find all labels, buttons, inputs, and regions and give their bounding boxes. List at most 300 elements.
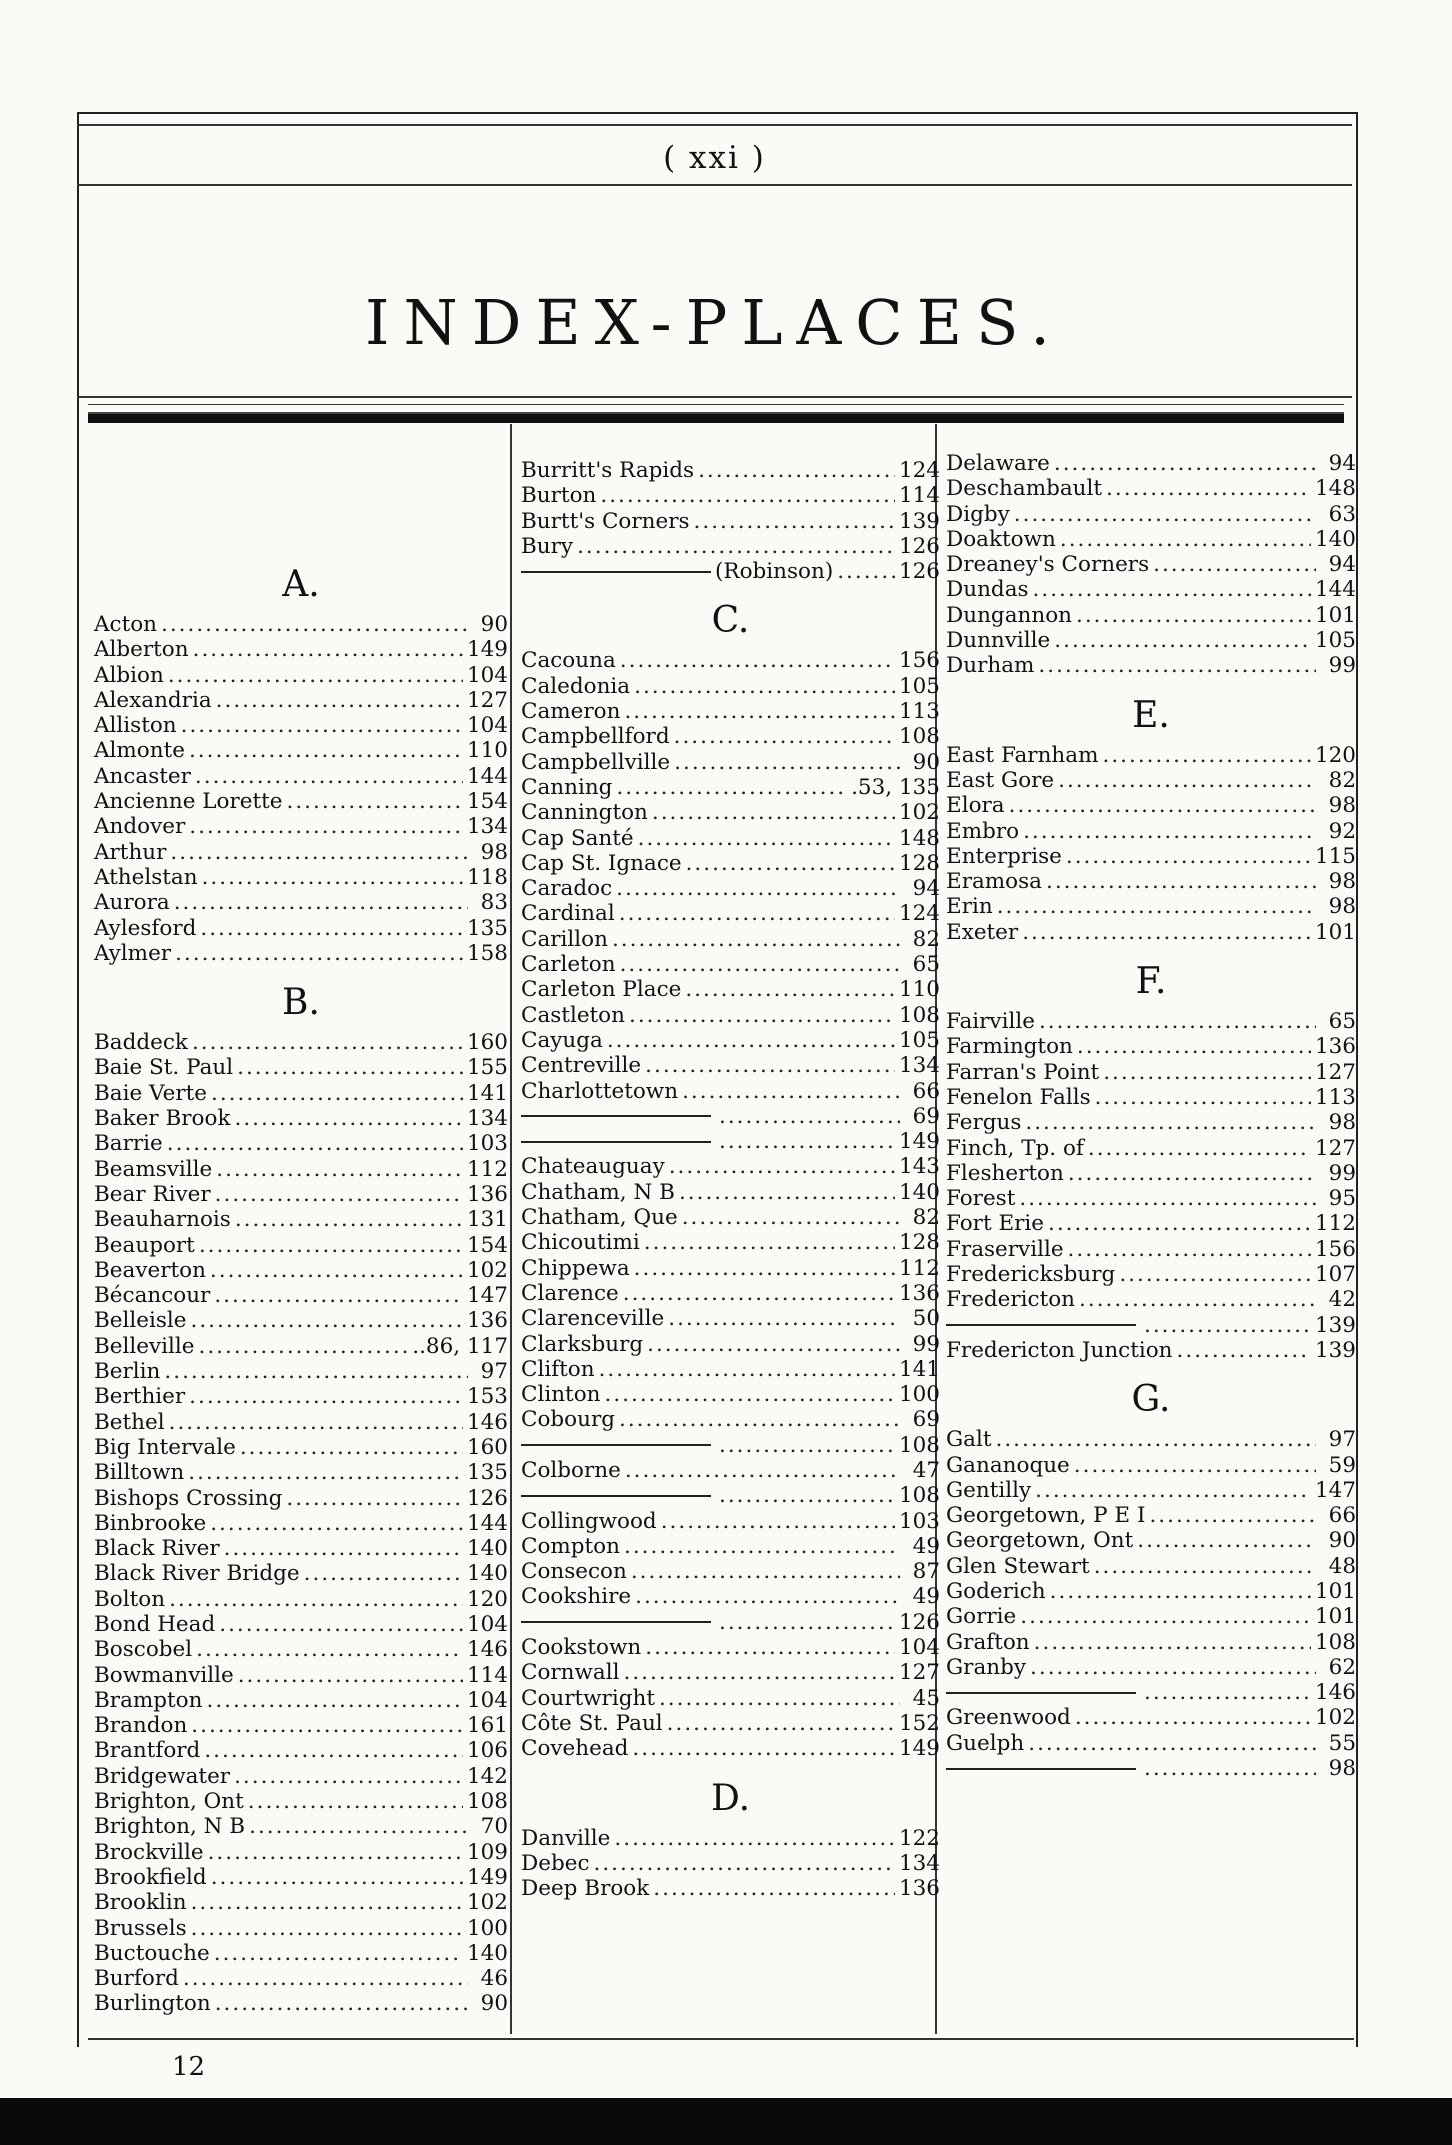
page-number: 99 xyxy=(1328,1160,1356,1186)
page-number: 104 xyxy=(898,1635,940,1661)
page-number: 102 xyxy=(898,800,940,826)
leader-dots xyxy=(192,1030,463,1055)
place-name: Digby xyxy=(946,501,1010,527)
page-number: 98 xyxy=(1328,869,1356,895)
leader-dots xyxy=(719,1483,895,1508)
index-entry xyxy=(521,1281,940,1306)
index-entry xyxy=(94,840,508,865)
index-entry xyxy=(521,775,940,800)
page-number: 45 xyxy=(912,1685,940,1711)
leader-dots xyxy=(1046,869,1316,894)
index-entry xyxy=(94,1081,508,1106)
index-entry xyxy=(521,1826,940,1851)
page-number: 108 xyxy=(1314,1629,1356,1655)
place-name: Granby xyxy=(946,1654,1027,1680)
place-name: Greenwood xyxy=(946,1705,1071,1731)
place-name: Côte St. Paul xyxy=(521,1710,663,1736)
page-number: 104 xyxy=(466,1611,508,1637)
place-name: Dungannon xyxy=(946,602,1072,628)
leader-dots xyxy=(1074,1453,1316,1478)
place-name: Compton xyxy=(521,1533,620,1559)
index-entry xyxy=(946,603,1356,628)
page-number: 131 xyxy=(466,1207,508,1233)
leader-dots xyxy=(167,1131,463,1156)
leader-dots xyxy=(237,1055,463,1080)
place-name: Chatham, N B xyxy=(521,1179,675,1205)
leader-dots xyxy=(719,1129,895,1154)
index-entry xyxy=(946,819,1356,844)
page-number: 149 xyxy=(898,1736,940,1762)
place-name: Boscobel xyxy=(94,1637,193,1663)
index-entry xyxy=(521,977,940,1002)
page-number: 124 xyxy=(898,458,940,483)
index-entry xyxy=(94,1814,508,1839)
page-number: 154 xyxy=(466,1232,508,1258)
index-entry xyxy=(946,1338,1356,1363)
page-number: 144 xyxy=(466,763,508,789)
index-entry xyxy=(946,1211,1356,1236)
place-name: Acton xyxy=(94,612,157,637)
page-number: 65 xyxy=(912,952,940,978)
leader-dots xyxy=(200,916,463,941)
leader-dots xyxy=(607,1028,895,1053)
index-entry xyxy=(946,844,1356,869)
place-name: Bridgewater xyxy=(94,1763,231,1789)
page-number: 104 xyxy=(466,1687,508,1713)
index-entry xyxy=(94,1283,508,1308)
place-name: Dunnville xyxy=(946,628,1051,654)
page-number: 82 xyxy=(912,926,940,952)
index-entry xyxy=(94,1688,508,1713)
place-name: Delaware xyxy=(946,451,1050,476)
leader-dots xyxy=(238,1663,463,1688)
leader-dots xyxy=(1119,1262,1311,1287)
place-name: Deep Brook xyxy=(521,1876,650,1902)
index-entry xyxy=(521,648,940,673)
place-name: Gananoque xyxy=(946,1452,1070,1478)
page-number: 69 xyxy=(912,1407,940,1433)
header-heavy-rule xyxy=(88,412,1344,423)
index-entry xyxy=(521,1509,940,1534)
page-number: 149 xyxy=(466,637,508,663)
leader-dots xyxy=(168,663,463,688)
page-number: 158 xyxy=(466,940,508,966)
leader-dots xyxy=(616,775,847,800)
leader-dots xyxy=(1023,819,1316,844)
index-continuation-row xyxy=(946,1756,1356,1781)
leader-dots xyxy=(191,1916,463,1941)
place-name: Courtwright xyxy=(521,1685,655,1711)
place-name: (Robinson) xyxy=(715,559,834,585)
section-heading: C. xyxy=(711,600,750,642)
index-entry xyxy=(946,476,1356,501)
page-number: 140 xyxy=(898,1179,940,1205)
leader-dots xyxy=(619,1407,900,1432)
page-number: 92 xyxy=(1328,818,1356,844)
index-entry xyxy=(946,1503,1356,1528)
leader-dots xyxy=(1058,768,1316,793)
index-entry xyxy=(94,941,508,966)
index-entry xyxy=(946,1554,1356,1579)
leader-dots xyxy=(174,890,468,915)
page-number: 112 xyxy=(898,1255,940,1281)
index-entry xyxy=(94,1334,508,1359)
page-number: 70 xyxy=(480,1814,508,1840)
index-entry xyxy=(946,1110,1356,1135)
leader-dots xyxy=(645,1635,895,1660)
page-number: 140 xyxy=(1314,526,1356,552)
leader-dots xyxy=(659,1686,900,1711)
leader-dots xyxy=(210,1511,463,1536)
leader-dots xyxy=(183,1966,468,1991)
ditto-rule xyxy=(521,1444,711,1446)
index-entry xyxy=(946,1731,1356,1756)
leader-dots xyxy=(215,1182,463,1207)
index-column-2 xyxy=(521,458,940,1901)
place-name: Bond Head xyxy=(94,1611,216,1637)
page-number: 49 xyxy=(912,1584,940,1610)
place-name: Binbrooke xyxy=(94,1510,207,1536)
place-name: Carleton xyxy=(521,952,616,978)
index-entry xyxy=(946,1034,1356,1059)
page-number: 62 xyxy=(1328,1654,1356,1680)
index-entry xyxy=(946,1604,1356,1629)
index-continuation-row xyxy=(521,559,940,584)
page-number: 136 xyxy=(1314,1034,1356,1060)
page-number: 49 xyxy=(912,1533,940,1559)
place-name: East Farnham xyxy=(946,742,1099,768)
leader-dots xyxy=(1014,502,1316,527)
index-entry xyxy=(521,1584,940,1609)
place-name: Andover xyxy=(94,814,186,840)
index-entry xyxy=(521,927,940,952)
page-number: 108 xyxy=(898,1002,940,1028)
place-name: Campbellville xyxy=(521,749,671,775)
page-number: 66 xyxy=(1328,1503,1356,1529)
leader-dots xyxy=(624,1534,900,1559)
page-number: 149 xyxy=(466,1864,508,1890)
place-name: Berlin xyxy=(94,1359,161,1385)
page-number: 98 xyxy=(1328,1756,1356,1782)
index-entry xyxy=(94,1561,508,1586)
leader-dots xyxy=(1079,1287,1316,1312)
place-name: Barrie xyxy=(94,1131,163,1157)
leader-dots xyxy=(667,1711,895,1736)
place-name: Beaverton xyxy=(94,1257,206,1283)
leader-dots xyxy=(619,901,895,926)
place-name: Flesherton xyxy=(946,1160,1064,1186)
index-entry xyxy=(946,1060,1356,1085)
page-number: 153 xyxy=(466,1384,508,1410)
place-name: Ancienne Lorette xyxy=(94,789,283,815)
index-entry xyxy=(521,1003,940,1028)
index-entry xyxy=(521,1256,940,1281)
index-entry xyxy=(946,552,1356,577)
place-name: Bowmanville xyxy=(94,1662,234,1688)
place-name: Embro xyxy=(946,818,1020,844)
place-name: Carillon xyxy=(521,926,608,952)
index-entry xyxy=(946,894,1356,919)
page-number: 140 xyxy=(466,1940,508,1966)
leader-dots xyxy=(625,1458,900,1483)
page-number: 103 xyxy=(898,1508,940,1534)
leader-dots xyxy=(211,1865,463,1890)
place-name: Caledonia xyxy=(521,673,631,699)
leader-dots xyxy=(1022,920,1311,945)
place-name: Cannington xyxy=(521,800,648,826)
index-entry xyxy=(946,869,1356,894)
page-number: 136 xyxy=(898,1876,940,1902)
index-entry xyxy=(94,663,508,688)
place-name: Brighton, Ont xyxy=(94,1789,244,1815)
leader-dots xyxy=(1094,1554,1316,1579)
place-name: Centreville xyxy=(521,1053,642,1079)
page-number: 152 xyxy=(898,1710,940,1736)
place-name: Fredericksburg xyxy=(946,1262,1116,1288)
leader-dots xyxy=(996,1427,1316,1452)
index-entry xyxy=(94,713,508,738)
leader-dots xyxy=(191,1890,463,1915)
place-name: Canning xyxy=(521,774,613,800)
folio-rule xyxy=(77,184,1352,186)
index-entry xyxy=(94,1587,508,1612)
leader-dots xyxy=(1144,1756,1316,1781)
index-entry xyxy=(94,1941,508,1966)
leader-dots xyxy=(1137,1528,1316,1553)
place-name: Ancaster xyxy=(94,763,191,789)
leader-dots xyxy=(1054,451,1316,476)
place-name: Eramosa xyxy=(946,869,1042,895)
page-number: 120 xyxy=(466,1586,508,1612)
leader-dots xyxy=(1020,1604,1311,1629)
leader-dots xyxy=(1075,1705,1311,1730)
index-entry xyxy=(521,1711,940,1736)
index-entry xyxy=(521,724,940,749)
place-name: Brockville xyxy=(94,1839,204,1865)
index-entry xyxy=(521,1534,940,1559)
page-number: 113 xyxy=(1314,1084,1356,1110)
place-name: Fenelon Falls xyxy=(946,1084,1091,1110)
place-name: Consecon xyxy=(521,1559,627,1585)
place-name: Enterprise xyxy=(946,843,1062,869)
leader-dots xyxy=(1102,743,1310,768)
place-name: Durham xyxy=(946,653,1035,679)
page-number: 134 xyxy=(898,1053,940,1079)
page-number: 102 xyxy=(466,1890,508,1916)
ditto-rule xyxy=(946,1324,1136,1326)
place-name: Aylmer xyxy=(94,940,172,966)
index-entry xyxy=(946,1161,1356,1186)
page-number: 94 xyxy=(1328,451,1356,476)
leader-dots xyxy=(195,764,463,789)
index-entry xyxy=(946,577,1356,602)
leader-dots xyxy=(1038,653,1316,678)
place-name: Beauharnois xyxy=(94,1207,231,1233)
place-name: Chateauguay xyxy=(521,1154,665,1180)
leader-dots xyxy=(1066,844,1311,869)
leader-dots xyxy=(1144,1680,1311,1705)
page-number: 141 xyxy=(466,1080,508,1106)
index-entry xyxy=(94,890,508,915)
leader-dots xyxy=(661,1509,895,1534)
index-entry xyxy=(521,1306,940,1331)
leader-dots xyxy=(668,1306,900,1331)
header-thin-rule xyxy=(88,404,1344,405)
leader-dots xyxy=(304,1561,463,1586)
place-name: Fairville xyxy=(946,1009,1035,1035)
place-name: Brooklin xyxy=(94,1890,187,1916)
place-name: Burton xyxy=(521,483,597,509)
place-name: Brampton xyxy=(94,1687,203,1713)
place-name: Clarence xyxy=(521,1280,619,1306)
place-name: East Gore xyxy=(946,767,1055,793)
leader-dots xyxy=(216,1157,463,1182)
leader-dots xyxy=(719,1104,900,1129)
index-entry xyxy=(94,814,508,839)
page-number: 110 xyxy=(466,738,508,764)
place-name: Glen Stewart xyxy=(946,1553,1090,1579)
page-number: 98 xyxy=(1328,894,1356,920)
index-entry xyxy=(94,789,508,814)
index-entry xyxy=(946,1085,1356,1110)
section-heading: G. xyxy=(1131,1379,1171,1421)
page-number: 136 xyxy=(466,1308,508,1334)
place-name: Burlington xyxy=(94,1991,211,2017)
index-entry xyxy=(94,1106,508,1131)
leader-dots xyxy=(685,977,895,1002)
place-name: Brantford xyxy=(94,1738,201,1764)
index-entry xyxy=(94,1258,508,1283)
index-entry xyxy=(946,920,1356,945)
index-continuation-row xyxy=(521,1129,940,1154)
leader-dots xyxy=(631,1559,900,1584)
page-number: 104 xyxy=(466,713,508,739)
index-entry xyxy=(521,458,940,483)
page-number: 115 xyxy=(1314,843,1356,869)
place-name: Galt xyxy=(946,1427,992,1453)
page-number: 100 xyxy=(898,1382,940,1408)
leader-dots xyxy=(164,1359,468,1384)
page-number: 136 xyxy=(898,1280,940,1306)
page-number: 101 xyxy=(1314,1604,1356,1630)
leader-dots xyxy=(623,1281,895,1306)
page-number: 69 xyxy=(912,1103,940,1129)
index-entry xyxy=(946,1262,1356,1287)
page-number: 113 xyxy=(898,699,940,725)
place-name: Alberton xyxy=(94,637,189,663)
page-number: 128 xyxy=(898,850,940,876)
index-entry xyxy=(521,509,940,534)
leader-dots xyxy=(175,941,463,966)
leader-dots xyxy=(224,1536,463,1561)
ditto-rule xyxy=(521,1495,711,1497)
place-name: Burtt's Corners xyxy=(521,508,690,534)
place-name: Belleville xyxy=(94,1333,195,1359)
page-number: 50 xyxy=(912,1306,940,1332)
place-name: Billtown xyxy=(94,1460,185,1486)
page-number: 135 xyxy=(466,915,508,941)
page-number: 127 xyxy=(466,687,508,713)
place-name: Colborne xyxy=(521,1457,621,1483)
page-number: 87 xyxy=(912,1559,940,1585)
page-number: 94 xyxy=(1328,552,1356,578)
section-heading: F. xyxy=(1135,961,1167,1003)
place-name: Brandon xyxy=(94,1713,188,1739)
leader-dots xyxy=(634,1256,895,1281)
page-number: 101 xyxy=(1314,602,1356,628)
page-number: 141 xyxy=(898,1356,940,1382)
place-name: Berthier xyxy=(94,1384,186,1410)
page-number: 127 xyxy=(898,1660,940,1686)
leader-dots xyxy=(653,1876,895,1901)
place-name: Grafton xyxy=(946,1629,1030,1655)
leader-dots xyxy=(577,534,895,559)
page-number: 128 xyxy=(898,1230,940,1256)
index-entry xyxy=(94,637,508,662)
page-number: 47 xyxy=(912,1457,940,1483)
leader-dots xyxy=(208,1840,463,1865)
leader-dots xyxy=(1068,1237,1311,1262)
leader-dots xyxy=(1048,1211,1311,1236)
index-entry xyxy=(94,916,508,941)
index-entry xyxy=(94,1384,508,1409)
place-name: Burritt's Rapids xyxy=(521,458,695,483)
leader-dots xyxy=(1103,1060,1311,1085)
index-entry xyxy=(94,1359,508,1384)
page-number: 90 xyxy=(480,1991,508,2017)
leader-dots xyxy=(1076,603,1311,628)
leader-dots xyxy=(682,1079,900,1104)
leader-dots xyxy=(620,952,900,977)
index-entry xyxy=(521,1876,940,1901)
scan-edge-shadow xyxy=(0,2098,1452,2145)
place-name: Big Intervale xyxy=(94,1434,236,1460)
place-name: Debec xyxy=(521,1850,590,1876)
place-name: Finch, Tp. of xyxy=(946,1135,1084,1161)
index-entry xyxy=(946,1287,1356,1312)
place-name: Chicoutimi xyxy=(521,1230,640,1256)
page-number: 104 xyxy=(466,662,508,688)
page-number: ..86, 117 xyxy=(412,1333,508,1359)
leader-dots xyxy=(1149,1503,1316,1528)
index-entry xyxy=(94,1789,508,1814)
index-entry xyxy=(521,1660,940,1685)
place-name: Clarenceville xyxy=(521,1306,665,1332)
leader-dots xyxy=(214,1941,463,1966)
page-number: 142 xyxy=(466,1763,508,1789)
index-entry xyxy=(94,738,508,763)
leader-dots xyxy=(189,814,463,839)
leader-dots xyxy=(632,1736,895,1761)
page-number: 136 xyxy=(466,1181,508,1207)
place-name: Brookfield xyxy=(94,1864,207,1890)
place-name: Bécancour xyxy=(94,1283,211,1309)
page-number: 99 xyxy=(1328,653,1356,679)
leader-dots xyxy=(1060,527,1311,552)
ditto-rule xyxy=(521,1141,711,1143)
leader-dots xyxy=(600,483,895,508)
ditto-rule xyxy=(946,1692,1136,1694)
leader-dots xyxy=(1054,628,1311,653)
leader-dots xyxy=(199,1334,409,1359)
index-entry xyxy=(94,865,508,890)
page-number: 114 xyxy=(898,483,940,509)
index-entry xyxy=(521,1382,940,1407)
index-entry xyxy=(94,1713,508,1738)
place-name: Cornwall xyxy=(521,1660,620,1686)
index-entry xyxy=(521,1180,940,1205)
leader-dots xyxy=(193,637,463,662)
